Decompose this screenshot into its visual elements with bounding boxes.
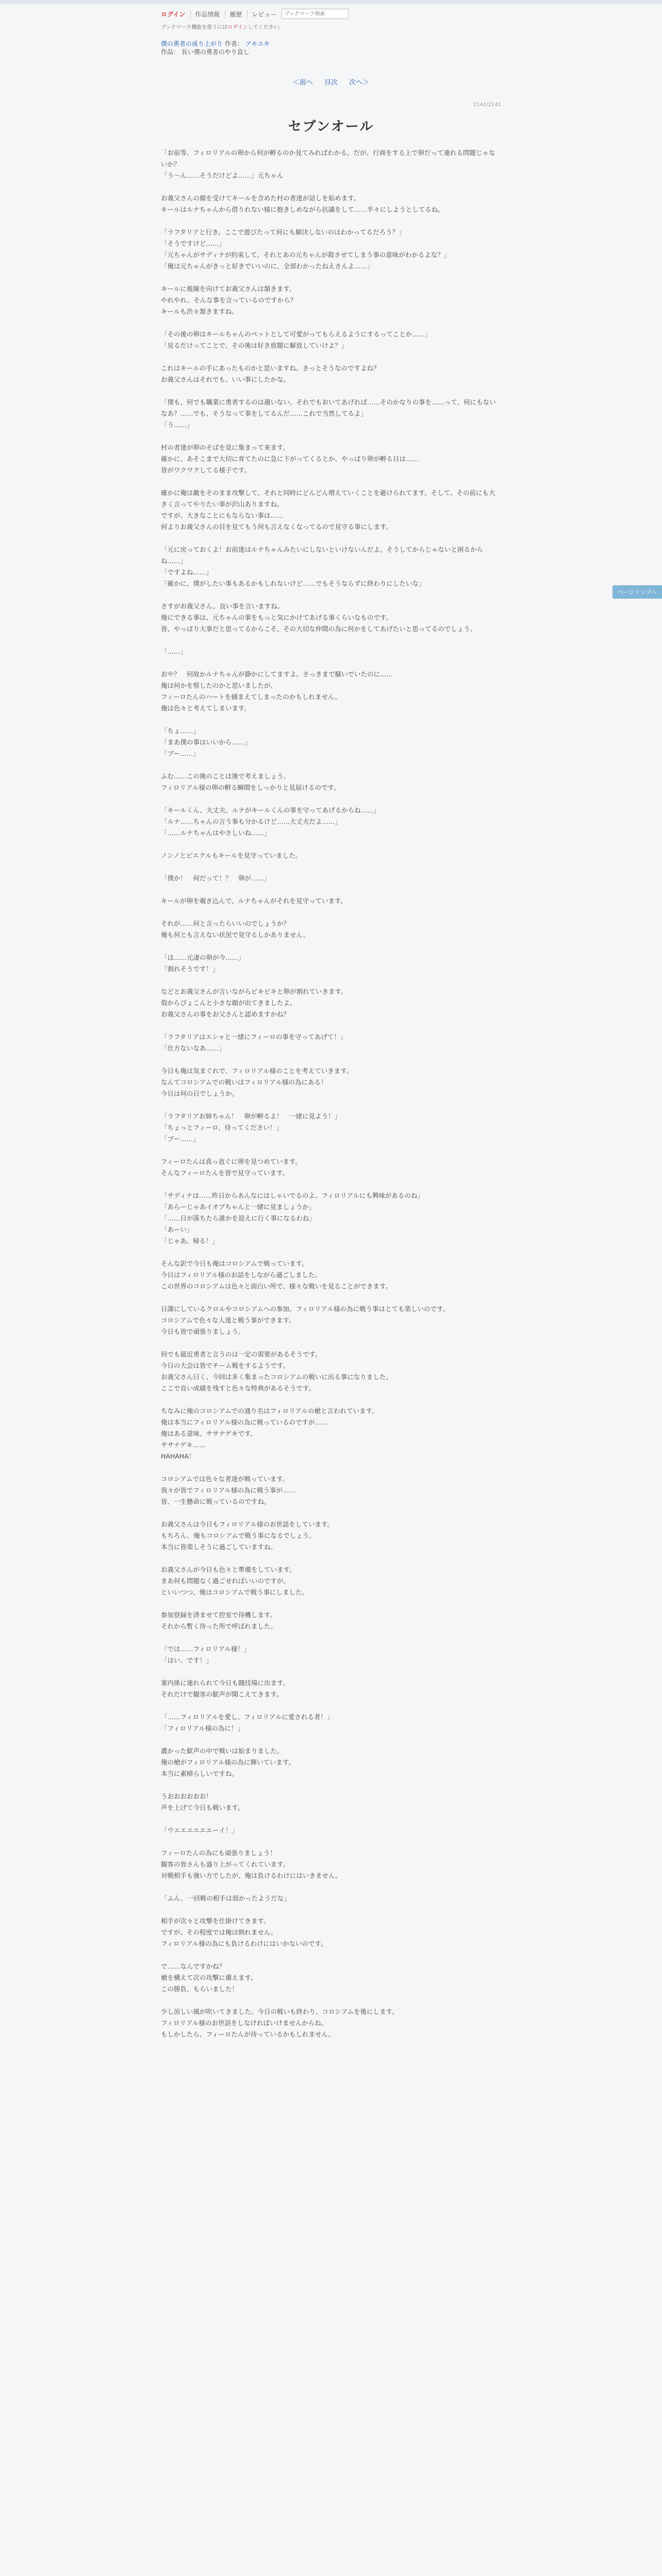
paragraph: 「お前等、フィロリアルの卵から何が孵るのか見てみればわかる。だが、行商をする上で卵だって連れる問題じゃないか？ 「う〜ん……そうだけどよ……」元ちゃん [161,149,495,179]
author-link[interactable]: アキユキ [245,40,270,47]
paragraph: コロシアムでは色々な者達が戦っています。 我々が皆でフィロリアル様の為に戦う事が…… 皆、一生懸命に戦っているのですね。 [161,1475,296,1505]
paragraph: 「ラフタリアはエシャと一緒にフィーロの事を守ってあげて！」 「仕方ないなあ……」 [161,1033,347,1052]
paragraph: お義父さんが今日も色々と準備をしています。 まあ何も問題なく過ごせればいいのですが。 といいつつ、俺はコロシアムで戦う事にしました。 [161,1566,309,1596]
paragraph: 「元に戻っておくよ！お前達はルナちゃんみたいにしないといけないんだよ。そうしてからじゃないと困るからね……」 「ですよね……」 「確かに、僕がしたい事もあるかもしれないけど……でもそうならずに終わりにしたいな」 [161,546,484,587]
page-top-button[interactable]: ページトップへ [613,585,662,599]
paragraph: キールに視線を向けてお義父さんは頷きます。 やれやれ、そんな事を言っているのですから？ キールも渋々頷きますね。 [161,285,297,315]
paragraph: 「ラフタリアお姉ちゃん！ 卵が孵るよ！ 一緒に見よう！」 「ちょっとフィーロ、待ってください！」 「ブー……」 [161,1112,341,1143]
paragraph: 少し涼しい風が吹いてきました。今日の戦いも終わり、コロシアムを後にします。 フィロリアル様のお世話をしなければいけませんからね。 もしかしたら、フィーロたんが待っているかもしれません。 [161,2008,399,2038]
bookmark-notice: ブックマーク機能を使うにはログインしてください。 [161,25,284,30]
paragraph: 「僕か！ 何だって！？ 卵が……」 [161,874,271,882]
nav-history[interactable]: 履歴 [225,10,242,19]
paragraph: 何でも最近勇者と言うのは一定の需要があるそうです。 今日の大会は皆でチーム戦をするようです。 お義父さん曰く、今回は多く集まったコロシアムの戦いに出る事になりました。 ここで良い成績を残すと色々な特典があるそうです。 [161,1350,392,1392]
author-label: 作者： [224,40,243,47]
paragraph: おや？ 何故かルナちゃんが静かにしてますよ。さっきまで騒いでいたのに…… 俺は何かを察したのかと思いましたが、 フィーロたんのハートを捕まえてしまったのかもしれません。 俺は色々と考えてしまいます。 [161,670,393,712]
paragraph: 「僕も、何でも職業に勇者するのは適いない。それでもおいてあげれば……そのかなりの事を……って、何にもないなあ？……でも、そうなって事をしてるんだ……これで当然してるよ」 「う……」 [161,398,496,429]
paragraph: お義父さんの顔を受けてキールを含めた村の者達が話しを始めます。 キールはルナちゃんから借りれない様に抱きしめながら抗議をして……半々にしようとしてるね。 [161,194,444,213]
paragraph: さすがお義父さん。良い事を言いますね。 俺にできる事は、元ちゃんの事をもっと気にかけてあげる事くらいなものです。 皆、やっぱり大事だと思ってるからこそ、その大切な仲間の為に何かをしてあげたいと思ってるのでしょう。 [161,602,477,633]
nav-work-info[interactable]: 作品情報 [190,10,220,19]
paragraph: フィーロたんは真っ直ぐに卵を見つめています。 そんなフィーロたんを皆で見守っています。 [161,1158,302,1177]
page-count: 2141/2141 [473,102,501,108]
next-page-link[interactable]: 次へ＞ [349,79,370,87]
chapter-title: セブンオール [288,119,374,134]
pager [161,77,501,87]
prev-page-link[interactable]: ＜前へ [292,79,313,87]
work-info [161,40,501,56]
paragraph: 「ラフタリアと行き。ここで遊びたって何にも解決しないのはわかってるだろう？」 「そうですけど……」 「元ちゃんがサディナが約束して。それとあの元ちゃんが殺させてしまう事の意味がわかるよな？」 「俺は元ちゃんがきっと好きでいいのに、全部わかったねえさんよ……」 [161,228,451,270]
paragraph: 「ほ……元凄の卵が今……」 「割れそうです！」 [161,954,245,973]
paragraph: 案内係に連れられて今日も闘技場に出ます。 それだけで観客の歓声が聞こえてきます。 [161,1679,290,1698]
paragraph: ふむ……この後のことは後で考えましょう。 フィロリアル様の卵の孵る瞬間をしっかりと見届けるのです。 [161,772,340,791]
paragraph: 参加登録を済ませて控室で待機します。 それから暫く待った所で呼ばれました。 [161,1611,277,1630]
chapter-name: 長い僕の勇者のやり直し [181,48,250,56]
paragraph: 「ふん、一回戦の相手は弱かったようだな」 [161,1894,290,1902]
paragraph: そんな訳で今日も俺はコロシアムで戦っています。 今日はフィロリアル様のお話をしながら過ごしました。 この世界のコロシアムは色々と面白い所で、様々な戦いを見ることができます。 [161,1260,392,1290]
paragraph: お義父さんは今日もフィロリアル様のお世話をしています。 もちろん、俺もコロシアムで戦う事になるでしょう。 本当に皆楽しそうに過ごしていますね。 [161,1520,334,1551]
paragraph: 濃かった歓声の中で戦いは始まりました。 俺の槍がフィロリアル様の為に輝いています。 本当に素晴らしいですね。 [161,1747,295,1777]
chapter-label: 作品： [161,48,180,56]
notice-login-link[interactable]: ログイン [227,25,248,30]
paragraph: これはキールの手にあったものかと思いますね。きっとそうなのですよね？ お義父さんはそれでも、いい事にしたかな。 [161,364,380,383]
header-nav [161,8,501,20]
novel-body [161,147,501,2040]
paragraph: 「キールくん、大丈夫。ルナがキールくんの事を守ってあげるからね……」 「ルナ……ちゃんの言う事も分かるけど……大丈夫だよ……」 「……ルナちゃんはやさしいね……」 [161,806,380,837]
paragraph: ノンノとピエクルもキールを見守っていました。 [161,852,302,859]
paragraph: で……なんですかね？ 槍を構えて次の攻撃に備えます。 この勝負、もらいました！ [161,1962,257,1993]
paragraph: などとお義父さんが言いながらピキピキと卵が割れていきます。 殻からぴょこんと小さな顔が出てきましたよ。 お義父さんの事をお父さんと認めますかね？ [161,988,347,1018]
paragraph: 「サディナは……昨日からあんなにはしゃいでるのよ。フィロリアルにも興味があるのね」 「あらーじゃあイオプちゃんと一緒に見ましょうか」 「……日が落ちたら誰かを迎えに行く事になるわね」 「あーい」 「じゃあ、帰る！」 [161,1192,424,1245]
paragraph: 相手が次々と攻撃を仕掛けてきます。 ですが、その程度では俺は倒れません。 フィロリアル様の為にも負けるわけにはいかないのです。 [161,1917,327,1947]
paragraph: 日課にしているクロルやコロシアムへの参加。フィロリアル様の為に戦う事はとても楽しいのです。 コロシアムで色々な人達と戦う事ができます。 今日も皆で頑張りましょう。 [161,1305,450,1335]
bookmark-search-input[interactable] [282,9,349,19]
nav-review[interactable]: レビュー [247,10,276,19]
paragraph: 村の者達が卵のそばを見に集まって来ます。 確かに、あそこまで大切に育てたのに急に下がってくるとか、やっぱり卵が孵る日は…… 皆がワクワクしてる様子です。 [161,444,419,474]
paragraph: 今日も俺は気まぐれで、フィロリアル様のことを考えていきます。 なんてコロシアムでの戦いはフィロリアル様の為にある！ 今日は何の日でしょうか。 [161,1067,353,1097]
toc-link[interactable]: 目次 [324,79,338,87]
paragraph: うおおおおおお！ 声を上げて今日も戦います。 [161,1792,244,1811]
paragraph: ちなみに俺のコロシアムでの通り名はフィロリアルの槍と言われています。 俺は本当にフィロリアル様の為に戦っているのですが…… 俺はある意味、ササナゲキです。 ササナゲキ…… HAHAHA！ [161,1407,378,1460]
paragraph: 「その後の卵はキールちゃんのペットとして可愛がってもらえるようにするってことか……」 「見るだけってことで、その後は好き放題に解放していけよ？」 [161,330,432,349]
paragraph: 「ウエエエエエエーイ！」 [161,1826,239,1834]
paragraph: 「ちょ……」 「まあ僕の事はいいから……」 「ブー……」 [161,727,252,757]
paragraph: 「では……フィロリアル様！」 「はい、です！」 [161,1645,251,1664]
top-strip [0,0,662,4]
paragraph: 確かに俺は敵をそのまま攻撃して、それと同時にどんどん増えていくことを避けられてます。そして、その前にも大きく言ってやりたい事が沢山ありますね。 ですが、大きなことにもならない事は…… 何よりお義父さんの目を見てもう何も言えなくなってるので見守る事にします。 [161,489,495,531]
login-link[interactable]: ログイン [161,10,186,18]
work-title-link[interactable]: 僕の勇者の成り上がり [161,40,223,47]
header [161,4,501,2040]
paragraph: 「……フィロリアルを愛し、フィロリアルに愛される者！」 「フィロリアル様の為に！」 [161,1713,334,1732]
paragraph: 「……」 [161,648,187,655]
paragraph: フィーロたんの為にも頑張りましょう！ 観客の皆さんも盛り上がってくれています。 対戦相手も強い方でしたが、俺は負けるわけにはいきません。 [161,1849,342,1879]
paragraph: キールが卵を覗き込んで、ルナちゃんがそれを見守っています。 それが……何と言ったらいいのでしょうか？ 俺も何とも言えない状況で見守るしかありません。 [161,897,347,939]
